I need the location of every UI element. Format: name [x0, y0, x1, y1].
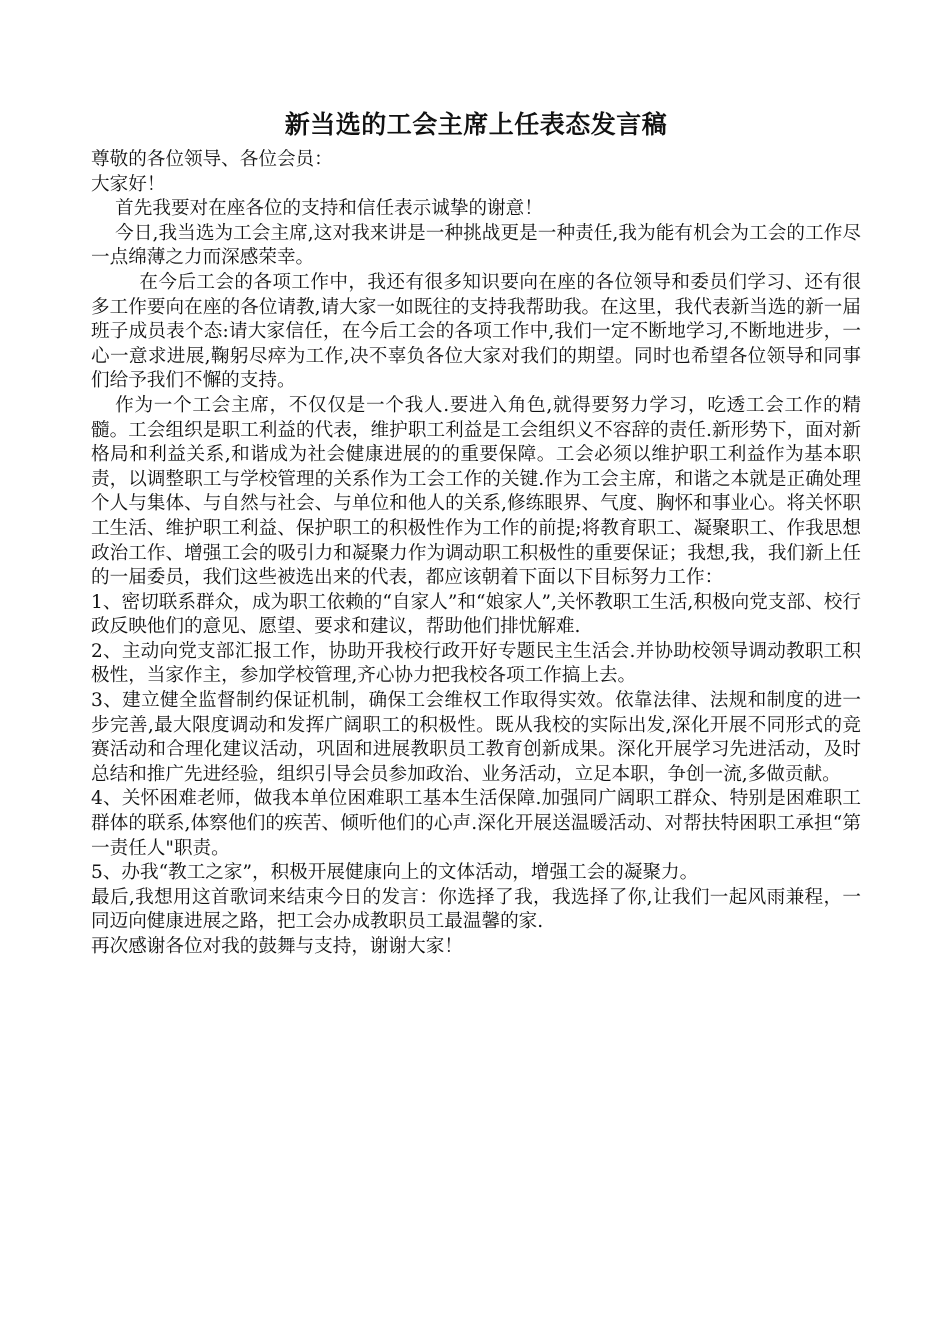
- paragraph-role: 作为一个工会主席，不仅仅是一个我人.要进入角色,就得要努力学习，吃透工会工作的精髓。工会组织是职工利益的代表，维护职工利益是工会组织义不容辞的责任.新形势下，面对新格局和利益关系,和谐成为社会健康进展的的重要保障。工会必须以维护职工利益作为基本职责，以调整职工与学校管理的关系作为工会工作的关键.作为工会主席，和谐之本就是正确处理个人与集体、与自然与社会、与单位和他人的关系,修练眼界、气度、胸怀和事业心。将关怀职工生活、维护职工利益、保护职工的积极性作为工作的前提;将教育职工、凝聚职工、作我思想政治工作、增强工会的吸引力和凝聚力作为调动职工积极性的重要保证；我想,我，我们新上任的一届委员，我们这些被选出来的代表，都应该朝着下面以下目标努力工作：: [91, 394, 861, 589]
- goal-item-3: 3、建立健全监督制约保证机制，确保工会维权工作取得实效。依靠法律、法规和制度的进一步完善,最大限度调动和发挥广阔职工的积极性。既从我校的实际出发,深化开展不同形式的竞赛活动和合理化建议活动，巩固和进展教职员工教育创新成果。深化开展学习先进活动，及时总结和推广先进经验，组织引导会员参加政治、业务活动，立足本职，争创一流,多做贡献。: [91, 690, 861, 785]
- paragraph-thanks: 首先我要对在座各位的支持和信任表示诚挚的谢意！: [115, 198, 543, 220]
- paragraph-commitment: 在今后工会的各项工作中，我还有很多知识要向在座的各位领导和委员们学习、还有很多工作要向在座的各位请教,请大家一如既往的支持我帮助我。在这里，我代表新当选的新一届班子成员表个态:请大家信任，在今后工会的各项工作中,我们一定不断地学习,不断地进步，一心一意求进展,鞠躬尽瘁为工作,决不辜负各位大家对我们的期望。同时也希望各位领导和同事们给予我们不懈的支持。: [91, 271, 861, 392]
- goal-item-2: 2、主动向党支部汇报工作，协助开我校行政开好专题民主生活会.并协助校领导调动教职工积极性，当家作主，参加学校管理,齐心协力把我校各项工作搞上去。: [91, 640, 861, 687]
- goal-item-4: 4、关怀困难老师，做我本单位困难职工基本生活保障.加强同广阔职工群众、特别是困难职工群体的联系,体察他们的疾苦、倾听他们的心声.深化开展送温暖活动、对帮扶特困职工承担“第一责任人"职责。: [91, 788, 861, 859]
- document-title: 新当选的工会主席上任表态发言稿: [284, 110, 668, 139]
- paragraph-thanks-final: 再次感谢各位对我的鼓舞与支持，谢谢大家！: [91, 936, 463, 957]
- goal-item-1: 1、密切联系群众，成为职工依赖的“自家人”和“娘家人”,关怀教职工生活,积极向党支部、校行政反映他们的意见、愿望、要求和建议，帮助他们排忧解难.: [91, 591, 861, 638]
- greeting: 大家好！: [91, 173, 166, 195]
- document-body: [91, 148, 861, 960]
- paragraph-elected: 今日,我当选为工会主席,这对我来讲是一种挑战更是一种责任,我为能有机会为工会的工作尽一点绵薄之力而深感荣幸。: [91, 222, 861, 269]
- paragraph-closing: 最后,我想用这首歌词来结束今日的发言：你选择了我，我选择了你,让我们一起风雨兼程，一同迈向健康进展之路，把工会办成教职员工最温馨的家.: [91, 886, 861, 933]
- document-page: [91, 108, 861, 960]
- goal-item-5: 5、办我“教工之家”，积极开展健康向上的文体活动，增强工会的凝聚力。: [91, 862, 699, 884]
- salutation: 尊敬的各位领导、各位会员：: [91, 149, 333, 170]
